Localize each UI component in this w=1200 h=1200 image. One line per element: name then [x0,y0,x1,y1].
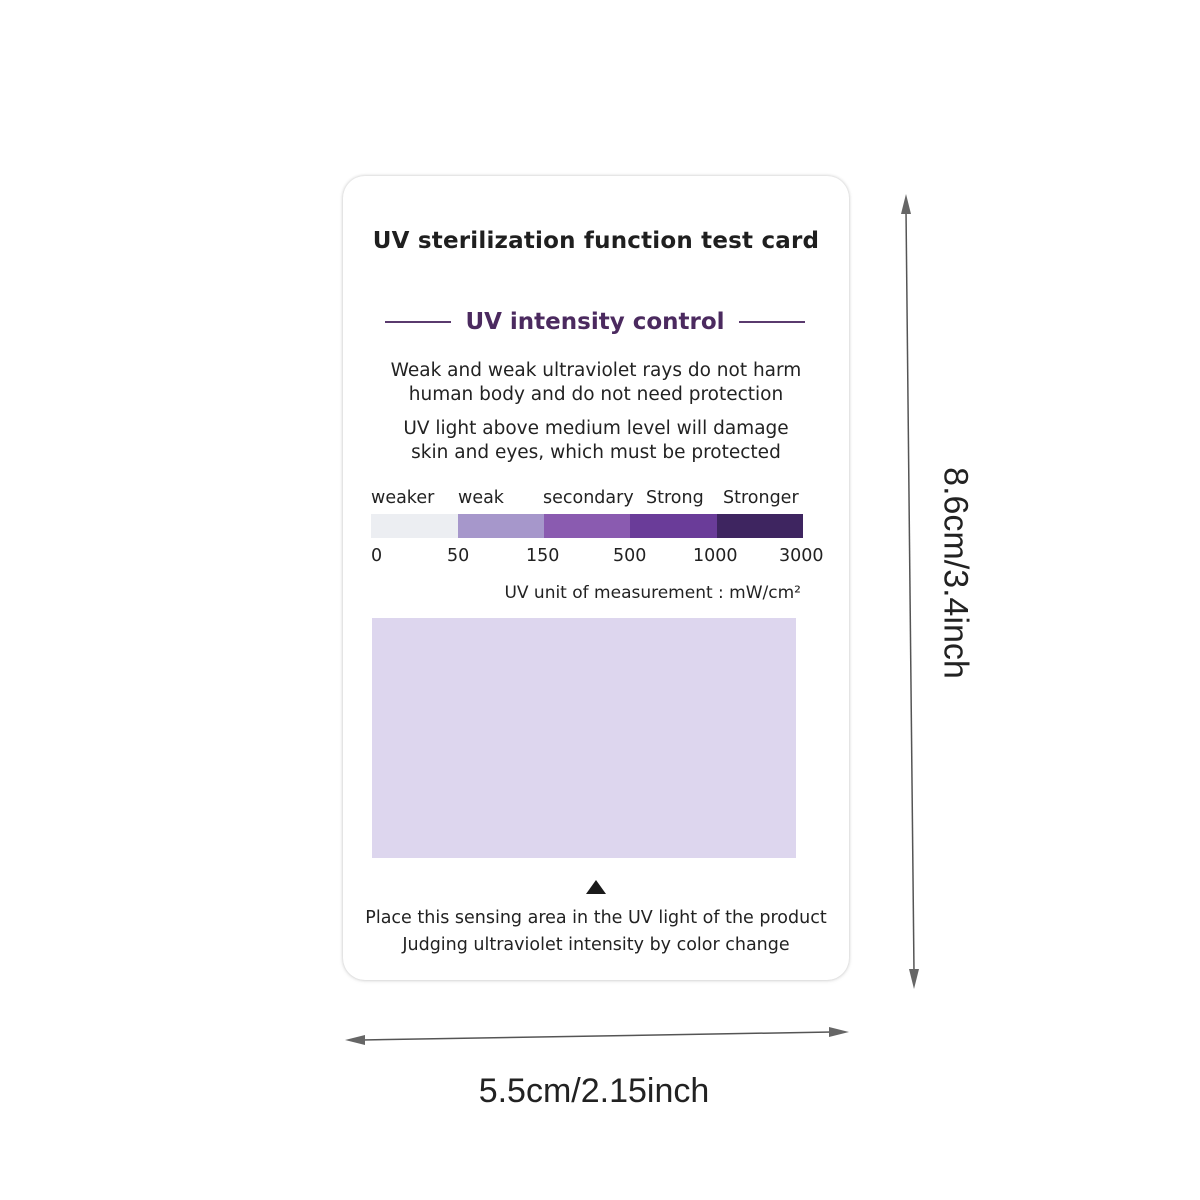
tick-label-150: 150 [526,546,560,566]
scale-level-labels [371,488,831,512]
weak-uv-note-line-1: Weak and weak ultraviolet rays do not harm [390,360,802,381]
tick-label-500: 500 [613,546,647,566]
uv-test-card [343,176,849,980]
width-arrow [345,1027,849,1045]
instructions [343,905,849,959]
heading-rule-right [739,321,805,323]
tick-label-1000: 1000 [693,546,738,566]
section-heading [385,306,805,338]
level-label-strong: Strong [646,488,704,508]
level-label-stronger: Stronger [723,488,799,508]
damage-warning-line-2: skin and eyes, which must be protected [411,442,781,463]
up-triangle-icon [586,880,606,894]
scale-segment-strong [630,514,717,538]
uv-color-scale [371,514,803,538]
instruction-line-1: Place this sensing area in the UV light of the product [365,908,827,928]
section-heading-label: UV intensity control [465,309,725,335]
level-label-secondary: secondary [543,488,634,508]
card-title: UV sterilization function test card [372,228,820,254]
unit-of-measurement: UV unit of measurement : mW/cm² [504,583,801,603]
heading-rule-left [385,321,451,323]
damage-warning-note [343,417,849,465]
width-dimension-label: 5.5cm/2.15inch [478,1072,710,1110]
damage-warning-line-1: UV light above medium level will damage [403,418,789,439]
scale-segment-stronger [717,514,803,538]
scale-segment-weaker [371,514,458,538]
tick-label-3000: 3000 [779,546,824,566]
uv-sensing-area [372,618,796,858]
tick-label-0: 0 [371,546,383,566]
scale-tick-labels [371,546,831,570]
height-arrow [901,194,919,989]
scale-segment-secondary [544,514,630,538]
scale-segment-weak [458,514,544,538]
level-label-weaker: weaker [371,488,435,508]
weak-uv-note [343,359,849,407]
tick-label-50: 50 [447,546,470,566]
weak-uv-note-line-2: human body and do not need protection [408,384,784,405]
instruction-line-2: Judging ultraviolet intensity by color change [402,935,790,955]
height-dimension-label: 8.6cm/3.4inch [936,467,975,679]
level-label-weak: weak [458,488,504,508]
